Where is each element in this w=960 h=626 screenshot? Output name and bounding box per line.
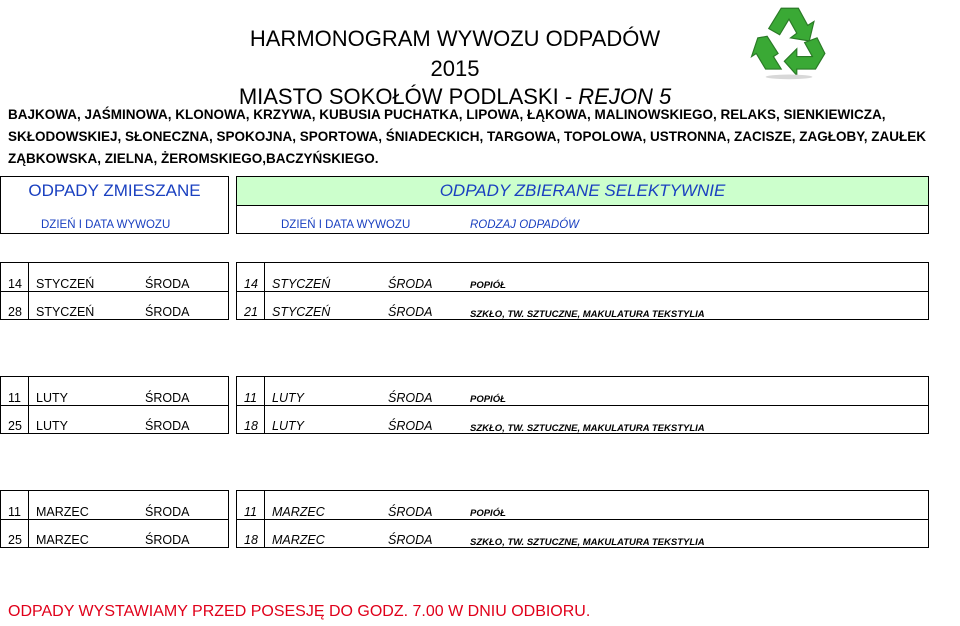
page-title: HARMONOGRAM WYWOZU ODPADÓW xyxy=(249,26,661,51)
row-divider xyxy=(0,519,229,520)
mixed-header-title: ODPADY ZMIESZANE xyxy=(28,181,201,200)
column-divider xyxy=(264,376,265,434)
selective-month: LUTY xyxy=(272,419,304,433)
selective-weekday: ŚRODA xyxy=(388,305,433,319)
recycle-icon xyxy=(750,2,828,80)
selective-day: 14 xyxy=(244,277,258,291)
waste-type: POPIÓŁ xyxy=(470,508,506,519)
selective-date-column-header: DZIEŃ I DATA WYWOZU xyxy=(281,219,411,231)
selective-header-title: ODPADY ZBIERANE SELEKTYWNIE xyxy=(439,181,726,200)
mixed-month: MARZEC xyxy=(36,505,89,519)
column-divider xyxy=(28,376,29,434)
waste-type: SZKŁO, TW. SZTUCZNE, MAKULATURA TEKSTYLIA xyxy=(470,537,705,548)
row-divider xyxy=(0,291,229,292)
selective-day: 18 xyxy=(244,533,258,547)
mixed-day: 25 xyxy=(8,533,22,547)
selective-month: STYCZEŃ xyxy=(272,277,331,291)
mixed-weekday: ŚRODA xyxy=(145,305,190,319)
mixed-weekday: ŚRODA xyxy=(145,505,190,519)
selective-weekday: ŚRODA xyxy=(388,533,433,547)
column-divider xyxy=(28,262,29,320)
selective-day: 18 xyxy=(244,419,258,433)
mixed-day: 11 xyxy=(8,391,21,405)
mixed-weekday: ŚRODA xyxy=(145,391,190,405)
row-divider xyxy=(236,519,929,520)
page-city: MIASTO SOKOŁÓW PODLASKI - xyxy=(238,84,579,109)
footer-note: ODPADY WYSTAWIAMY PRZED POSESJĘ DO GODZ. 7.00 W DNIU ODBIORU. xyxy=(8,603,591,620)
mixed-day: 14 xyxy=(8,277,22,291)
selective-weekday: ŚRODA xyxy=(388,419,433,433)
mixed-weekday: ŚRODA xyxy=(145,533,190,547)
selective-weekday: ŚRODA xyxy=(388,505,433,519)
street-list xyxy=(8,104,960,170)
mixed-month: MARZEC xyxy=(36,533,89,547)
selective-day: 11 xyxy=(244,391,257,405)
row-divider xyxy=(0,405,229,406)
mixed-day: 11 xyxy=(8,505,21,519)
selective-weekday: ŚRODA xyxy=(388,391,433,405)
mixed-weekday: ŚRODA xyxy=(145,277,190,291)
row-divider xyxy=(236,291,929,292)
waste-type: POPIÓŁ xyxy=(470,394,506,405)
mixed-date-column-header: DZIEŃ I DATA WYWOZU xyxy=(41,219,171,231)
street-line: SKŁODOWSKIEJ, SŁONECZNA, SPOKOJNA, SPORTOWA, ŚNIADECKICH, TARGOWA, TOPOLOWA, USTRONNA, ZACISZE, ZAGŁOBY, ZAUŁEK xyxy=(8,129,927,144)
mixed-day: 25 xyxy=(8,419,22,433)
mixed-month: STYCZEŃ xyxy=(36,277,95,291)
street-line: BAJKOWA, JAŚMINOWA, KLONOWA, KRZYWA, KUBUSIA PUCHATKA, LIPOWA, ŁĄKOWA, MALINOWSKIEGO, RELAKS, SIENKIEWICZA, xyxy=(8,107,886,122)
selective-month: MARZEC xyxy=(272,533,325,547)
column-divider xyxy=(264,262,265,320)
mixed-day: 28 xyxy=(8,305,22,319)
street-line: ZĄBKOWSKA, ZIELNA, ŻEROMSKIEGO,BACZYŃSKIEGO. xyxy=(8,151,379,166)
selective-weekday: ŚRODA xyxy=(388,277,433,291)
selective-month: LUTY xyxy=(272,391,304,405)
mixed-month: STYCZEŃ xyxy=(36,305,95,319)
waste-type: SZKŁO, TW. SZTUCZNE, MAKULATURA TEKSTYLIA xyxy=(470,309,705,320)
selective-month: MARZEC xyxy=(272,505,325,519)
mixed-weekday: ŚRODA xyxy=(145,419,190,433)
page-year: 2015 xyxy=(430,56,480,81)
mixed-month: LUTY xyxy=(36,419,68,433)
mixed-month: LUTY xyxy=(36,391,68,405)
column-divider xyxy=(264,490,265,548)
waste-type: POPIÓŁ xyxy=(470,280,506,291)
selective-day: 21 xyxy=(244,305,258,319)
region-label: REJON 5 xyxy=(578,84,672,109)
row-divider xyxy=(236,405,929,406)
selective-day: 11 xyxy=(244,505,257,519)
waste-type: SZKŁO, TW. SZTUCZNE, MAKULATURA TEKSTYLIA xyxy=(470,423,705,434)
column-divider xyxy=(28,490,29,548)
waste-type-column-header: RODZAJ ODPADÓW xyxy=(470,219,580,231)
selective-month: STYCZEŃ xyxy=(272,305,331,319)
